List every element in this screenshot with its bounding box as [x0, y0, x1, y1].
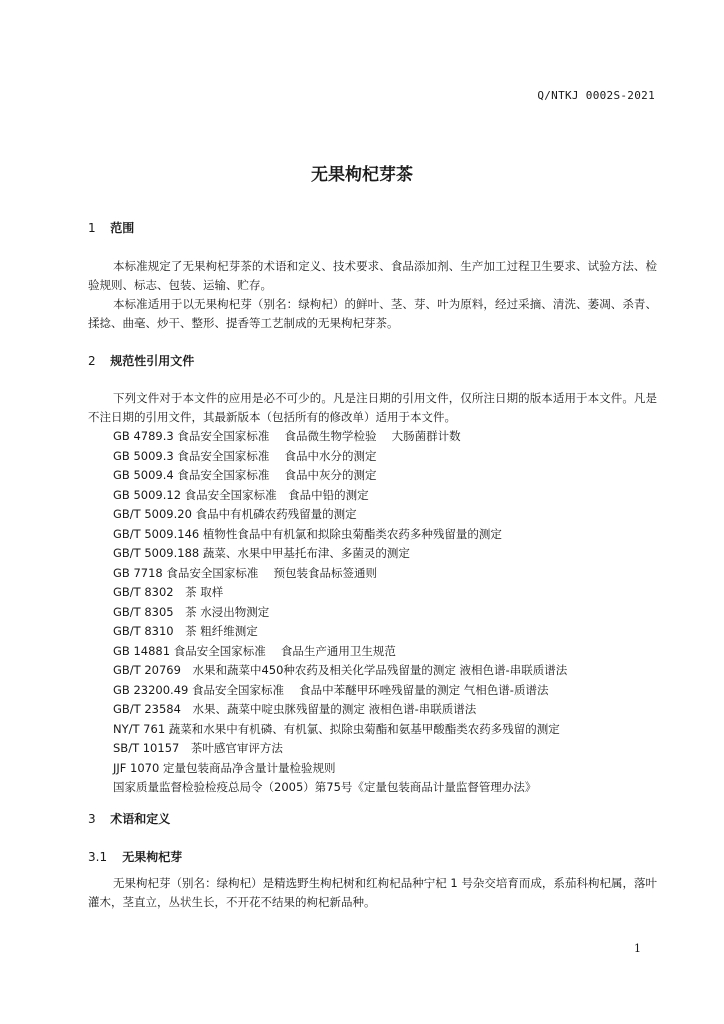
list-item: JJF 1070 定量包装商品净含量计量检验规则 — [113, 760, 336, 775]
subsection-heading-term — [88, 848, 182, 865]
section-heading-normative-references — [88, 352, 194, 369]
list-item: GB 23200.49 食品安全国家标准 食品中苯醚甲环唑残留量的测定 气相色谱-质谱法 — [113, 682, 549, 697]
document-title: 无果枸杞芽茶 — [311, 165, 413, 185]
section-heading-scope — [88, 219, 134, 236]
list-item: GB 5009.3 食品安全国家标准 食品中水分的测定 — [113, 448, 377, 463]
list-item: GB 4789.3 食品安全国家标准 食品微生物学检验 大肠菌群计数 — [113, 429, 461, 443]
list-item: GB/T 5009.188 蔬菜、水果中甲基托布津、多菌灵的测定 — [113, 546, 410, 560]
section-number: 3 — [88, 812, 96, 826]
list-item: GB/T 5009.146 植物性食品中有机氯和拟除虫菊酯类农药多种残留量的测定 — [113, 526, 502, 541]
section-title: 术语和定义 — [110, 812, 171, 826]
standard-code: Q/NTKJ 0002S-2021 — [537, 89, 655, 102]
section-heading-terms-definitions — [88, 810, 170, 827]
subsection-title: 无果枸杞芽 — [122, 850, 183, 864]
subsection-number: 3.1 — [88, 850, 108, 864]
term-definition-paragraph: 无果枸杞芽（别名：绿枸杞）是精选野生枸杞树和红枸杞品种宁杞 1 号杂交培育而成，系茄科枸杞属，落叶灌木，茎直立，丛状生长，不开花不结果的枸杞新品种。 — [88, 876, 657, 909]
references-intro-paragraph: 下列文件对于本文件的应用是必不可少的。凡是注日期的引用文件，仅所注日期的版本适用于本文件。凡是不注日期的引用文件，其最新版本（包括所有的修改单）适用于本文件。 — [88, 391, 657, 424]
page-number: 1 — [634, 942, 641, 955]
list-item: 国家质量监督检验检疫总局令（2005）第75号《定量包装商品计量监督管理办法》 — [113, 780, 537, 794]
scope-paragraph-2: 本标准适用于以无果枸杞芽（别名：绿枸杞）的鲜叶、茎、芽、叶为原料，经过采摘、清洗、萎凋、杀青、揉捻、曲毫、炒干、整形、提香等工艺制成的无果枸杞芽茶。 — [88, 297, 657, 330]
list-item: GB 14881 食品安全国家标准 食品生产通用卫生规范 — [113, 643, 396, 658]
list-item: GB/T 8305 茶 水浸出物测定 — [113, 604, 270, 619]
list-item: GB/T 8302 茶 取样 — [113, 585, 224, 599]
list-item: GB/T 20769 水果和蔬菜中450种农药及相关化学品残留量的测定 液相色谱-串联质谱法 — [113, 663, 568, 677]
list-item: GB 5009.12 食品安全国家标准 食品中铅的测定 — [113, 487, 369, 502]
reference-list — [113, 427, 567, 798]
list-item: GB 5009.4 食品安全国家标准 食品中灰分的测定 — [113, 468, 377, 482]
scope-paragraph-1: 本标准规定了无果枸杞芽茶的术语和定义、技术要求、食品添加剂、生产加工过程卫生要求、试验方法、检验规则、标志、包装、运输、贮存。 — [88, 259, 657, 292]
list-item: GB 7718 食品安全国家标准 预包装食品标签通则 — [113, 565, 378, 580]
list-item: GB/T 8310 茶 粗纤维测定 — [113, 624, 258, 638]
section-title: 范围 — [110, 221, 135, 235]
section-number: 2 — [88, 354, 96, 368]
list-item: NY/T 761 蔬菜和水果中有机磷、有机氯、拟除虫菊酯和氨基甲酸酯类农药多残留的测定 — [113, 721, 560, 736]
section-title: 规范性引用文件 — [110, 354, 195, 368]
list-item: GB/T 5009.20 食品中有机磷农药残留量的测定 — [113, 507, 357, 521]
list-item: GB/T 23584 水果、蔬菜中啶虫脒残留量的测定 液相色谱-串联质谱法 — [113, 702, 477, 716]
list-item: SB/T 10157 茶叶感官审评方法 — [113, 741, 283, 755]
section-number: 1 — [88, 221, 96, 235]
